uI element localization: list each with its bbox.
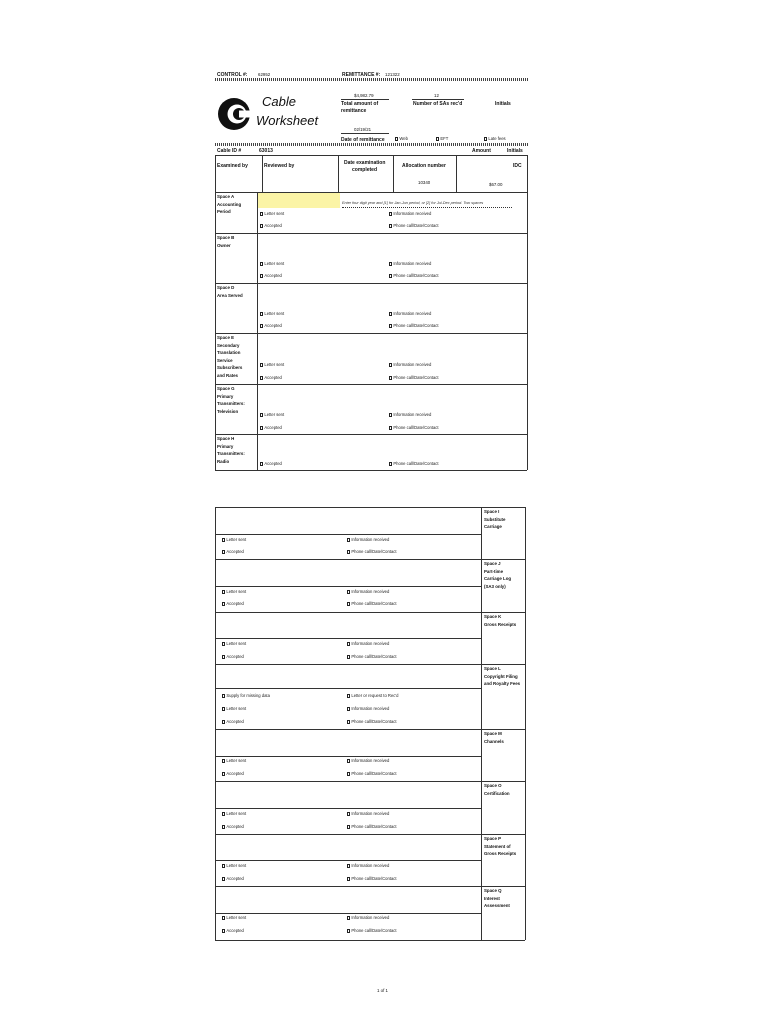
control-value: 62952 <box>258 72 271 77</box>
checkbox-box-icon <box>260 376 263 379</box>
initials-label: Initials <box>495 101 511 107</box>
checkbox-box-icon <box>222 590 225 593</box>
space-o-accepted-checkbox[interactable]: Accepted <box>222 824 244 829</box>
space-k-phone-call-checkbox[interactable]: Phone call/Date/Contact <box>347 654 397 659</box>
date-exam-label-1: Date examination <box>344 160 386 166</box>
checkbox-box-icon <box>260 262 263 265</box>
space-l-accepted-checkbox[interactable]: Accepted <box>222 719 244 724</box>
space-d-label: Space D Area Served <box>217 285 243 298</box>
checkbox-box-icon <box>389 212 392 215</box>
checkbox-box-icon <box>389 262 392 265</box>
checkbox-box-icon <box>222 825 225 828</box>
space-o-phone-call-checkbox[interactable]: Phone call/Date/Contact <box>347 824 397 829</box>
space-q-phone-call-checkbox[interactable]: Phone call/Date/Contact <box>347 928 397 933</box>
space-g-phone-call-checkbox[interactable]: Phone call/Date/Contact <box>389 425 439 430</box>
checkbox-box-icon <box>260 426 263 429</box>
accounting-period-note: Enter four digit year and [1] for Jan-Jun period, or [2] for Jul-Dec period. Two spaces <box>342 201 484 205</box>
checkbox-box-icon <box>222 694 225 697</box>
amount-col-label: Amount <box>472 148 491 154</box>
space-p-info-received-checkbox[interactable]: Information received <box>347 863 389 868</box>
space-i-accepted-checkbox[interactable]: Accepted <box>222 549 244 554</box>
space-l-letter-sent-checkbox[interactable]: Letter sent <box>222 706 246 711</box>
space-p-letter-sent-checkbox[interactable]: Letter sent <box>222 863 246 868</box>
space-a-letter-sent-checkbox[interactable]: Letter sent <box>260 211 284 216</box>
space-k-label: Space K Gross Receipts <box>484 614 517 627</box>
checkbox-box-icon <box>260 212 263 215</box>
checkbox-box-icon <box>347 602 350 605</box>
space-b-label: Space B Owner <box>217 235 235 248</box>
accounting-period-input[interactable] <box>258 193 340 208</box>
space-j-info-received-checkbox[interactable]: Information received <box>347 589 389 594</box>
space-g-letter-sent-checkbox[interactable]: Letter sent <box>260 412 284 417</box>
checkbox-box-icon <box>347 720 350 723</box>
space-g-accepted-checkbox[interactable]: Accepted <box>260 425 282 430</box>
date-exam-label-2: completed <box>352 167 378 173</box>
reviewed-by-label: Reviewed by <box>264 163 295 169</box>
initials-col-label: Initials <box>507 148 523 154</box>
space-q-info-received-checkbox[interactable]: Information received <box>347 915 389 920</box>
space-d-phone-call-checkbox[interactable]: Phone call/Date/Contact <box>389 323 439 328</box>
date-value: 02/19/21 <box>354 127 372 132</box>
checkbox-box-icon <box>260 363 263 366</box>
checkbox-box-icon <box>347 759 350 762</box>
checkbox-box-icon <box>347 694 350 697</box>
checkbox-box-icon <box>347 772 350 775</box>
checkbox-box-icon <box>260 462 263 465</box>
space-l-phone-call-checkbox[interactable]: Phone call/Date/Contact <box>347 719 397 724</box>
space-j-phone-call-checkbox[interactable]: Phone call/Date/Contact <box>347 601 397 606</box>
space-d-accepted-checkbox[interactable]: Accepted <box>260 323 282 328</box>
checkbox-box-icon <box>222 864 225 867</box>
checkbox-box-icon <box>347 916 350 919</box>
checkbox-box-icon <box>347 864 350 867</box>
space-j-label: Space J Part-time Carriage Log (SA3 only) <box>484 561 512 589</box>
checkbox-box-icon <box>222 602 225 605</box>
space-j-accepted-checkbox[interactable]: Accepted <box>222 601 244 606</box>
checkbox-box-icon <box>222 877 225 880</box>
space-i-info-received-checkbox[interactable]: Information received <box>347 537 389 542</box>
checkbox-box-icon <box>347 929 350 932</box>
checkbox-box-icon <box>389 324 392 327</box>
space-h-accepted-checkbox[interactable]: Accepted <box>260 461 282 466</box>
checkbox-box-icon <box>222 916 225 919</box>
space-e-info-received-checkbox[interactable]: Information received <box>389 362 431 367</box>
space-k-info-received-checkbox[interactable]: Information received <box>347 641 389 646</box>
space-e-phone-call-checkbox[interactable]: Phone call/Date/Contact <box>389 375 439 380</box>
space-l-letter-request-checkbox[interactable]: Letter or request to Rec'd <box>347 693 399 698</box>
cable-id-label: Cable ID # <box>217 148 242 154</box>
space-g-info-received-checkbox[interactable]: Information received <box>389 412 431 417</box>
checkbox-box-icon <box>347 655 350 658</box>
space-e-letter-sent-checkbox[interactable]: Letter sent <box>260 362 284 367</box>
checkbox-box-icon <box>389 426 392 429</box>
checkbox-box-icon <box>222 550 225 553</box>
checkbox-box-icon <box>222 759 225 762</box>
space-a-label: Space A Accounting Period <box>217 194 242 215</box>
checkbox-box-icon <box>389 462 392 465</box>
checkbox-box-icon <box>260 224 263 227</box>
space-i-letter-sent-checkbox[interactable]: Letter sent <box>222 537 246 542</box>
sas-value: 12 <box>434 93 439 98</box>
space-m-info-received-checkbox[interactable]: Information received <box>347 758 389 763</box>
space-o-letter-sent-checkbox[interactable]: Letter sent <box>222 811 246 816</box>
space-b-phone-call-checkbox[interactable]: Phone call/Date/Contact <box>389 273 439 278</box>
checkbox-box-icon <box>347 707 350 710</box>
space-m-phone-call-checkbox[interactable]: Phone call/Date/Contact <box>347 771 397 776</box>
remittance-label: REMITTANCE #: <box>342 72 381 78</box>
checkbox-box-icon <box>395 137 398 140</box>
space-k-accepted-checkbox[interactable]: Accepted <box>222 654 244 659</box>
space-p-phone-call-checkbox[interactable]: Phone call/Date/Contact <box>347 876 397 881</box>
space-o-label: Space O Certification <box>484 783 510 796</box>
checkbox-box-icon <box>222 655 225 658</box>
space-o-info-received-checkbox[interactable]: Information received <box>347 811 389 816</box>
checkbox-box-icon <box>222 707 225 710</box>
date-label: Date of remittance <box>341 137 385 143</box>
space-h-phone-call-checkbox[interactable]: Phone call/Date/Contact <box>389 461 439 466</box>
space-l-supply-missing-checkbox[interactable]: Supply for missing data <box>222 693 270 698</box>
copyright-logo <box>216 96 252 132</box>
checkbox-box-icon <box>347 550 350 553</box>
space-m-letter-sent-checkbox[interactable]: Letter sent <box>222 758 246 763</box>
checkbox-box-icon <box>222 772 225 775</box>
checkbox-box-icon <box>260 413 263 416</box>
checkbox-box-icon <box>389 413 392 416</box>
space-g-label: Space G Primary Transmitters: Television <box>217 386 245 414</box>
space-a-accepted-checkbox[interactable]: Accepted <box>260 223 282 228</box>
eft-checkbox[interactable]: EFT <box>436 136 448 141</box>
checkbox-box-icon <box>347 642 350 645</box>
late-fees-checkbox[interactable]: Late fees <box>484 136 506 141</box>
web-checkbox[interactable]: Web <box>395 136 408 141</box>
title-line2: Worksheet <box>256 113 319 128</box>
checkbox-box-icon <box>260 324 263 327</box>
checkbox-box-icon <box>347 812 350 815</box>
checkbox-box-icon <box>222 642 225 645</box>
header-rule <box>215 78 528 81</box>
idc-amount: $67.00 <box>489 182 503 187</box>
space-p-label: Space P Statement of Gross Receipts <box>484 836 517 857</box>
space-a-phone-call-checkbox[interactable]: Phone call/Date/Contact <box>389 223 439 228</box>
checkbox-box-icon <box>222 812 225 815</box>
space-q-label: Space Q Interest Assessment <box>484 888 510 909</box>
space-l-label: Space L Copyright Filing and Royalty Fees <box>484 666 521 687</box>
amount-value: $4,982.79 <box>354 93 374 98</box>
space-l-info-received-checkbox[interactable]: Information received <box>347 706 389 711</box>
checkbox-box-icon <box>389 376 392 379</box>
checkbox-box-icon <box>260 274 263 277</box>
page-number: 1 of 1 <box>377 988 388 993</box>
space-e-accepted-checkbox[interactable]: Accepted <box>260 375 282 380</box>
checkbox-box-icon <box>347 590 350 593</box>
checkbox-box-icon <box>260 312 263 315</box>
checkbox-box-icon <box>389 312 392 315</box>
sas-label: Number of SAs rec'd <box>413 101 463 107</box>
space-i-phone-call-checkbox[interactable]: Phone call/Date/Contact <box>347 549 397 554</box>
title-line1: Cable <box>262 94 296 109</box>
space-p-accepted-checkbox[interactable]: Accepted <box>222 876 244 881</box>
idc-label: IDC <box>513 163 522 169</box>
cable-id-value: 63013 <box>259 148 273 154</box>
space-b-letter-sent-checkbox[interactable]: Letter sent <box>260 261 284 266</box>
checkbox-box-icon <box>222 929 225 932</box>
space-b-info-received-checkbox[interactable]: Information received <box>389 261 431 266</box>
control-label: CONTROL #: <box>217 72 248 78</box>
remittance-value: 121322 <box>385 72 400 77</box>
space-i-label: Space I Substitute Carriage <box>484 509 506 530</box>
checkbox-box-icon <box>389 224 392 227</box>
space-m-accepted-checkbox[interactable]: Accepted <box>222 771 244 776</box>
space-m-label: Space M Channels <box>484 731 504 744</box>
checkbox-box-icon <box>347 877 350 880</box>
allocation-label: Allocation number <box>402 163 446 169</box>
space-d-letter-sent-checkbox[interactable]: Letter sent <box>260 311 284 316</box>
space-b-accepted-checkbox[interactable]: Accepted <box>260 273 282 278</box>
space-h-label: Space H Primary Transmitters: Radio <box>217 436 245 464</box>
checkbox-box-icon <box>347 825 350 828</box>
space-k-letter-sent-checkbox[interactable]: Letter sent <box>222 641 246 646</box>
space-j-letter-sent-checkbox[interactable]: Letter sent <box>222 589 246 594</box>
allocation-value: 10340 <box>418 180 431 185</box>
space-d-info-received-checkbox[interactable]: Information received <box>389 311 431 316</box>
checkbox-box-icon <box>484 137 487 140</box>
amount-label-1: Total amount of <box>341 101 379 107</box>
checkbox-box-icon <box>222 538 225 541</box>
checkbox-box-icon <box>389 274 392 277</box>
amount-label-2: remittance <box>341 108 367 114</box>
space-a-info-received-checkbox[interactable]: Information received <box>389 211 431 216</box>
checkbox-box-icon <box>347 538 350 541</box>
checkbox-box-icon <box>436 137 439 140</box>
checkbox-box-icon <box>222 720 225 723</box>
summary-rule <box>215 143 528 146</box>
space-e-label: Space E Secondary Translation Service Subscribers and Rates <box>217 335 243 378</box>
space-q-accepted-checkbox[interactable]: Accepted <box>222 928 244 933</box>
examined-by-label: Examined by <box>217 163 248 169</box>
checkbox-box-icon <box>389 363 392 366</box>
space-q-letter-sent-checkbox[interactable]: Letter sent <box>222 915 246 920</box>
